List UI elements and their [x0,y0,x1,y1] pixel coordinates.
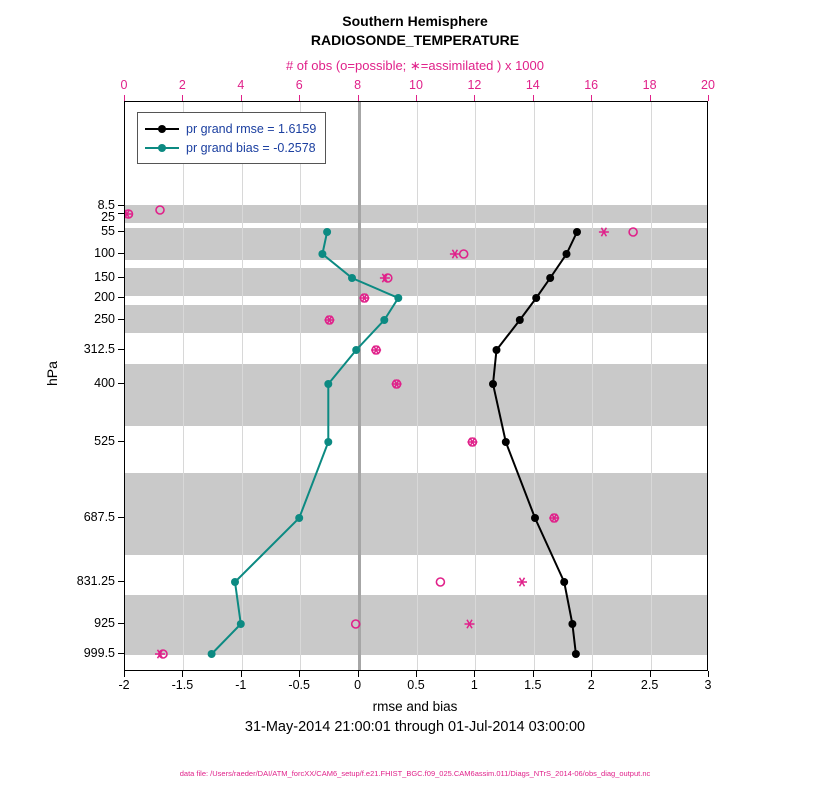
bias-line [212,232,399,654]
legend-label-bias: pr grand bias = -0.2578 [186,140,316,155]
top-tick-label: 20 [701,78,715,92]
top-tick-label: 0 [120,78,128,92]
top-tickmark [591,95,592,101]
level-tickmark [118,231,124,232]
level-label: 8.5 [97,198,115,212]
bottom-tick-label: 2 [587,678,595,692]
level-label: 200 [94,290,115,304]
top-tick-label: 14 [525,78,540,92]
top-tick-label: 8 [354,78,362,92]
top-tickmark [124,95,125,101]
bottom-tickmark [591,671,592,677]
legend-label-rmse: pr grand rmse = 1.6159 [186,121,317,136]
level-tickmark [118,441,124,442]
x-axis-label: rmse and bias [372,699,458,714]
bottom-tick-label: 1.5 [524,678,542,692]
top-tick-label: 12 [467,78,482,92]
bottom-tick-label: 3 [704,678,712,692]
level-tickmark [118,297,124,298]
top-tickmark [182,95,183,101]
top-axis-label: # of obs (o=possible; ∗=assimilated ) x 1000 [285,58,545,73]
bottom-tickmark [182,671,183,677]
level-label: 312.5 [83,342,115,356]
level-tickmark [118,623,124,624]
top-tickmark [650,95,651,101]
bottom-tickmark [299,671,300,677]
top-tickmark [708,95,709,101]
level-label: 100 [94,246,115,260]
level-tickmark [118,213,124,214]
data-file-caption: data file: /Users/raeder/DAI/ATM_forcXX/CAM6_setup/f.e21.FHIST_BGC.f09_025.CAM6assim.011/Diags_NTrS_2014-06/obs_diag_output.nc [179,769,651,778]
date-range-caption: 31-May-2014 21:00:01 through 01-Jul-2014 03:00:00 [244,719,586,735]
level-tickmark [118,349,124,350]
bottom-tickmark [650,671,651,677]
bottom-tickmark [241,671,242,677]
level-tickmark [118,581,124,582]
bottom-tickmark [124,671,125,677]
top-tickmark [416,95,417,101]
bottom-tick-label: 0.5 [407,678,425,692]
y-axis-label: hPa [44,361,60,386]
level-label: 525 [94,434,115,448]
series-layer [125,102,708,671]
top-tick-label: 2 [178,78,186,92]
title-line-2: RADIOSONDE_TEMPERATURE [310,32,520,48]
bottom-tick-label: -1.5 [171,678,194,692]
top-tickmark [533,95,534,101]
bottom-tick-label: 2.5 [640,678,659,692]
level-label: 400 [94,376,115,390]
legend-item-bias [145,138,316,157]
top-tick-label: 16 [584,78,599,92]
bottom-tickmark [416,671,417,677]
legend-swatch-rmse [145,123,179,135]
legend [137,112,326,164]
assimilated-obs-markers [124,210,609,659]
level-tickmark [118,253,124,254]
level-label: 150 [94,270,115,284]
bottom-tick-label: 0 [354,678,362,692]
level-tickmark [118,517,124,518]
page-title [0,12,830,50]
top-tickmark [241,95,242,101]
top-tick-label: 10 [409,78,423,92]
bottom-tickmark [474,671,475,677]
top-tick-label: 6 [295,78,303,92]
bottom-tick-label: 1 [470,678,478,692]
title-line-1: Southern Hemisphere [342,13,488,29]
top-tick-label: 18 [642,78,657,92]
possible-obs-markers [125,206,638,658]
level-label: 925 [94,616,115,630]
level-label: 831.25 [76,574,115,588]
level-label: 687.5 [83,510,115,524]
bottom-tickmark [533,671,534,677]
top-tick-label: 4 [237,78,245,92]
bottom-tick-label: -2 [118,678,130,692]
top-tickmark [474,95,475,101]
level-tickmark [118,319,124,320]
level-label: 999.5 [83,646,115,660]
top-tickmark [358,95,359,101]
top-tickmark [299,95,300,101]
bottom-tickmark [358,671,359,677]
plot-area [124,101,708,671]
legend-swatch-bias [145,142,179,154]
level-tickmark [118,383,124,384]
bottom-tickmark [708,671,709,677]
level-tickmark [118,277,124,278]
level-label: 55 [101,224,115,238]
legend-item-rmse [145,119,316,138]
level-tickmark [118,205,124,206]
level-label: 250 [94,312,115,326]
level-label: 25 [101,210,115,224]
level-tickmark [118,653,124,654]
bottom-tick-label: -0.5 [288,678,310,692]
bottom-tick-label: -1 [235,678,247,692]
